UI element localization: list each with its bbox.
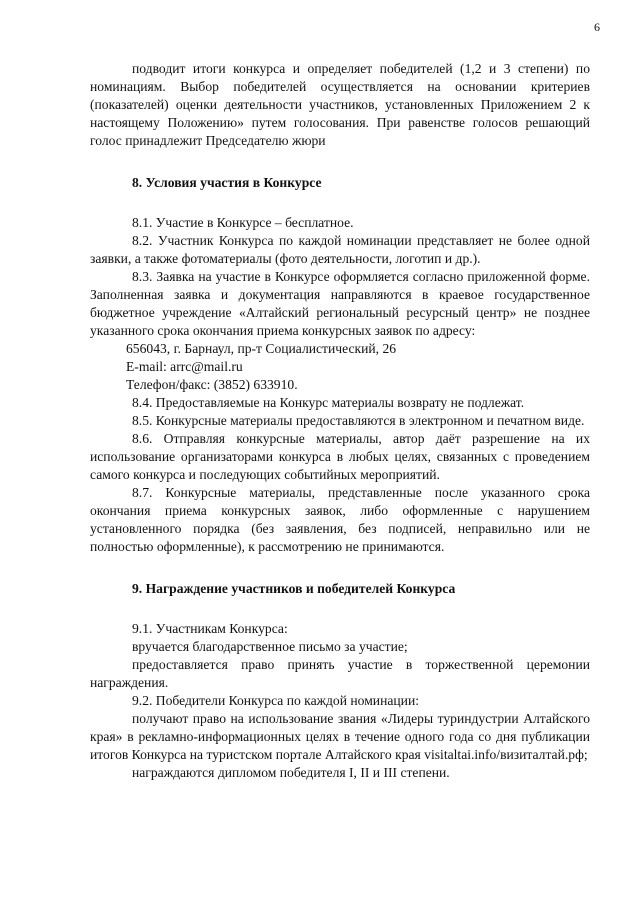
section-9-title: 9. Награждение участников и победителей Конкурса — [132, 581, 456, 596]
email-line: E-mail: arrc@mail.ru — [126, 359, 243, 374]
clause-8-7: 8.7. Конкурсные материалы, представленные после указанного срока окончания приема конкурсных заявок, либо оформленные с нарушением установленного порядка (без заявления, без подписей, неправильно или не полностью оформленные), к рассмотрению не принимаются. — [90, 485, 590, 554]
clause-9-2-item-diploma: награждаются дипломом победителя I, II и III степени. — [132, 765, 450, 780]
clause-8-5: 8.5. Конкурсные материалы предоставляются в электронном и печатном виде. — [132, 413, 585, 428]
clause-8-1: 8.1. Участие в Конкурсе – бесплатное. — [132, 215, 354, 230]
clause-9-1-item-ceremony: предоставляется право принять участие в торжественной церемонии награждения. — [90, 657, 590, 690]
clause-9-2-item-title: получают право на использование звания «Лидеры туриндустрии Алтайского края» в рекламно-информационных целях в течение одного года со дня публикации итогов Конкурса на туристском портале Алтайского края visitaltai.info/визиталтай.рф; — [90, 711, 590, 762]
clause-8-2: 8.2. Участник Конкурса по каждой номинации представляет не более одной заявки, а также фотоматериалы (фото деятельности, логотип и др.). — [90, 233, 590, 266]
phone-line: Телефон/факс: (3852) 633910. — [126, 377, 298, 392]
document-body — [90, 60, 590, 782]
clause-9-1-item-letter: вручается благодарственное письмо за участие; — [132, 639, 408, 654]
section-8-title: 8. Условия участия в Конкурсе — [132, 175, 322, 190]
clause-9-1: 9.1. Участникам Конкурса: — [132, 621, 288, 636]
clause-8-4: 8.4. Предоставляемые на Конкурс материалы возврату не подлежат. — [132, 395, 525, 410]
postal-address: 656043, г. Барнаул, пр-т Социалистический, 26 — [126, 341, 397, 356]
intro-paragraph: подводит итоги конкурса и определяет победителей (1,2 и 3 степени) по номинациям. Выбор победителей осуществляется на основании критериев (показателей) оценки деятельности участников, установленных Приложением 2 к настоящему Положению» путем голосования. При равенстве голосов решающий голос принадлежит Председателю жюри — [90, 61, 590, 148]
clause-9-2: 9.2. Победители Конкурса по каждой номинации: — [132, 693, 419, 708]
clause-8-6: 8.6. Отправляя конкурсные материалы, автор даёт разрешение на их использование организаторами конкурса в любых целях, связанных с проведением самого конкурса и последующих событийных мероприятий. — [90, 431, 590, 482]
page-number: 6 — [594, 20, 600, 34]
clause-8-3: 8.3. Заявка на участие в Конкурсе оформляется согласно приложенной форме. Заполненная заявка и документация направляются в краевое государственное бюджетное учреждение «Алтайский региональный ресурсный центр» не позднее указанного срока окончания приема конкурсных заявок по адресу: — [90, 269, 590, 338]
